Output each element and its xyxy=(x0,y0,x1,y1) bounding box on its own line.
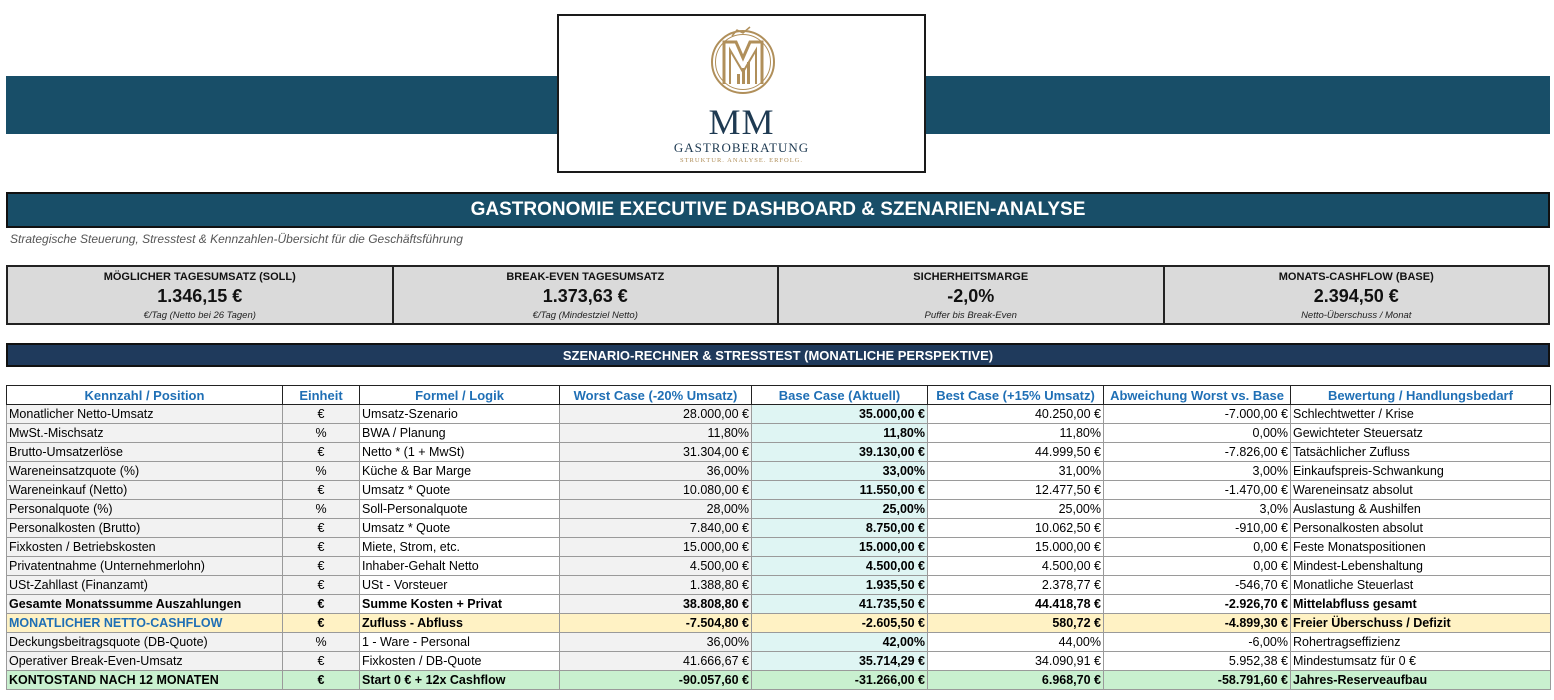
cell-einheit[interactable]: € xyxy=(283,652,360,671)
cell-bewertung[interactable]: Freier Überschuss / Defizit xyxy=(1291,614,1551,633)
cell-einheit[interactable]: € xyxy=(283,595,360,614)
cell-worst[interactable]: 10.080,00 € xyxy=(560,481,752,500)
column-header[interactable]: Worst Case (-20% Umsatz) xyxy=(560,386,752,405)
cell-abw[interactable]: 0,00 € xyxy=(1104,538,1291,557)
cell-einheit[interactable]: € xyxy=(283,671,360,690)
cell-einheit[interactable]: € xyxy=(283,557,360,576)
company-logo xyxy=(557,14,926,173)
cell-abw[interactable]: -6,00% xyxy=(1104,633,1291,652)
cell-abw[interactable]: 0,00 € xyxy=(1104,557,1291,576)
table-row xyxy=(7,671,1551,690)
kpi-summary-row xyxy=(6,265,1550,325)
cell-kennzahl[interactable]: MONATLICHER NETTO-CASHFLOW xyxy=(7,614,283,633)
cell-einheit[interactable]: % xyxy=(283,500,360,519)
cell-base[interactable]: 1.935,50 € xyxy=(752,576,928,595)
mm-monogram-icon xyxy=(710,22,776,102)
cell-kennzahl[interactable]: Wareneinkauf (Netto) xyxy=(7,481,283,500)
kpi-label: MONATS-CASHFLOW (BASE) xyxy=(1278,271,1434,283)
cell-best[interactable]: 11,80% xyxy=(928,424,1104,443)
cell-worst[interactable]: 7.840,00 € xyxy=(560,519,752,538)
kpi-value: -2,0% xyxy=(947,286,995,306)
table-row xyxy=(7,633,1551,652)
cell-worst[interactable]: 41.666,67 € xyxy=(560,652,752,671)
cell-worst[interactable]: 15.000,00 € xyxy=(560,538,752,557)
table-row xyxy=(7,595,1551,614)
cell-worst[interactable]: 28,00% xyxy=(560,500,752,519)
cell-best[interactable]: 10.062,50 € xyxy=(928,519,1104,538)
dashboard-title: GASTRONOMIE EXECUTIVE DASHBOARD & SZENARIEN-ANALYSE xyxy=(6,192,1550,228)
cell-kennzahl[interactable]: Brutto-Umsatzerlöse xyxy=(7,443,283,462)
table-row xyxy=(7,481,1551,500)
cell-bewertung[interactable]: Auslastung & Aushilfen xyxy=(1291,500,1551,519)
cell-einheit[interactable]: % xyxy=(283,424,360,443)
table-row xyxy=(7,424,1551,443)
cell-bewertung[interactable]: Monatliche Steuerlast xyxy=(1291,576,1551,595)
cell-bewertung[interactable]: Mittelabfluss gesamt xyxy=(1291,595,1551,614)
cell-bewertung[interactable]: Schlechtwetter / Krise xyxy=(1291,405,1551,424)
cell-abw[interactable]: -2.926,70 € xyxy=(1104,595,1291,614)
table-body xyxy=(7,405,1551,690)
cell-bewertung[interactable]: Jahres-Reserveaufbau xyxy=(1291,671,1551,690)
cell-best[interactable]: 34.090,91 € xyxy=(928,652,1104,671)
cell-base[interactable]: 41.735,50 € xyxy=(752,595,928,614)
cell-formel[interactable]: Zufluss - Abfluss xyxy=(360,614,560,633)
cell-base[interactable]: 33,00% xyxy=(752,462,928,481)
cell-kennzahl[interactable]: Wareneinsatzquote (%) xyxy=(7,462,283,481)
cell-formel[interactable]: 1 - Ware - Personal xyxy=(360,633,560,652)
cell-bewertung[interactable]: Tatsächlicher Zufluss xyxy=(1291,443,1551,462)
cell-einheit[interactable]: € xyxy=(283,614,360,633)
cell-base[interactable]: 35.714,29 € xyxy=(752,652,928,671)
cell-bewertung[interactable]: Gewichteter Steuersatz xyxy=(1291,424,1551,443)
cell-bewertung[interactable]: Rohertragseffizienz xyxy=(1291,633,1551,652)
table-row xyxy=(7,576,1551,595)
kpi-value: 2.394,50 € xyxy=(1313,286,1399,306)
cell-formel[interactable]: Küche & Bar Marge xyxy=(360,462,560,481)
cell-best[interactable]: 4.500,00 € xyxy=(928,557,1104,576)
cell-base[interactable]: -2.605,50 € xyxy=(752,614,928,633)
cell-base[interactable]: -31.266,00 € xyxy=(752,671,928,690)
logo-company-name: GASTROBERATUNG xyxy=(673,140,810,155)
cell-base[interactable]: 11.550,00 € xyxy=(752,481,928,500)
table-row xyxy=(7,519,1551,538)
cell-best[interactable]: 25,00% xyxy=(928,500,1104,519)
cell-formel[interactable]: Miete, Strom, etc. xyxy=(360,538,560,557)
table-row xyxy=(7,405,1551,424)
cell-kennzahl[interactable]: MwSt.-Mischsatz xyxy=(7,424,283,443)
cell-abw[interactable]: 3,00% xyxy=(1104,462,1291,481)
cell-einheit[interactable]: % xyxy=(283,633,360,652)
cell-base[interactable]: 39.130,00 € xyxy=(752,443,928,462)
cell-best[interactable]: 15.000,00 € xyxy=(928,538,1104,557)
cell-kennzahl[interactable]: Deckungsbeitragsquote (DB-Quote) xyxy=(7,633,283,652)
kpi-note: Puffer bis Break-Even xyxy=(924,310,1017,321)
cell-abw[interactable]: -58.791,60 € xyxy=(1104,671,1291,690)
cell-bewertung[interactable]: Feste Monatspositionen xyxy=(1291,538,1551,557)
cell-best[interactable]: 12.477,50 € xyxy=(928,481,1104,500)
kpi-note: €/Tag (Netto bei 26 Tagen) xyxy=(143,310,256,321)
cell-base[interactable]: 8.750,00 € xyxy=(752,519,928,538)
cell-kennzahl[interactable]: Operativer Break-Even-Umsatz xyxy=(7,652,283,671)
cell-worst[interactable]: 1.388,80 € xyxy=(560,576,752,595)
kpi-note: Netto-Überschuss / Monat xyxy=(1301,310,1412,321)
cell-best[interactable]: 44.999,50 € xyxy=(928,443,1104,462)
cell-base[interactable]: 42,00% xyxy=(752,633,928,652)
table-row xyxy=(7,500,1551,519)
cell-einheit[interactable]: € xyxy=(283,481,360,500)
cell-best[interactable]: 31,00% xyxy=(928,462,1104,481)
table-row xyxy=(7,614,1551,633)
cell-einheit[interactable]: € xyxy=(283,538,360,557)
cell-formel[interactable]: Inhaber-Gehalt Netto xyxy=(360,557,560,576)
cell-abw[interactable]: -546,70 € xyxy=(1104,576,1291,595)
kpi-value: 1.373,63 € xyxy=(542,286,628,306)
kpi-note: €/Tag (Mindestziel Netto) xyxy=(532,310,638,321)
cell-best[interactable]: 44,00% xyxy=(928,633,1104,652)
column-header[interactable]: Formel / Logik xyxy=(360,386,560,405)
table-row xyxy=(7,443,1551,462)
cell-best[interactable]: 6.968,70 € xyxy=(928,671,1104,690)
cell-einheit[interactable]: % xyxy=(283,462,360,481)
column-header[interactable]: Base Case (Aktuell) xyxy=(752,386,928,405)
dashboard-subtitle: Strategische Steuerung, Stresstest & Kennzahlen-Übersicht für die Geschäftsführung xyxy=(10,232,463,246)
cell-best[interactable]: 2.378,77 € xyxy=(928,576,1104,595)
cell-formel[interactable]: Start 0 € + 12x Cashflow xyxy=(360,671,560,690)
cell-bewertung[interactable]: Personalkosten absolut xyxy=(1291,519,1551,538)
cell-kennzahl[interactable]: Fixkosten / Betriebskosten xyxy=(7,538,283,557)
table-row xyxy=(7,462,1551,481)
cell-best[interactable]: 580,72 € xyxy=(928,614,1104,633)
kpi-label: MÖGLICHER TAGESUMSATZ (SOLL) xyxy=(103,271,296,283)
cell-base[interactable]: 25,00% xyxy=(752,500,928,519)
cell-formel[interactable]: USt - Vorsteuer xyxy=(360,576,560,595)
cell-best[interactable]: 40.250,00 € xyxy=(928,405,1104,424)
column-header[interactable]: Bewertung / Handlungsbedarf xyxy=(1291,386,1551,405)
column-header[interactable]: Kennzahl / Position xyxy=(7,386,283,405)
logo-monogram-text: MM xyxy=(708,102,775,142)
cell-worst[interactable]: 38.808,80 € xyxy=(560,595,752,614)
cell-bewertung[interactable]: Wareneinsatz absolut xyxy=(1291,481,1551,500)
cell-worst[interactable]: -7.504,80 € xyxy=(560,614,752,633)
cell-abw[interactable]: -7.000,00 € xyxy=(1104,405,1291,424)
cell-abw[interactable]: -910,00 € xyxy=(1104,519,1291,538)
cell-abw[interactable]: -7.826,00 € xyxy=(1104,443,1291,462)
cell-einheit[interactable]: € xyxy=(283,519,360,538)
cell-kennzahl[interactable]: Personalkosten (Brutto) xyxy=(7,519,283,538)
table-row xyxy=(7,538,1551,557)
cell-worst[interactable]: 36,00% xyxy=(560,633,752,652)
cell-base[interactable]: 15.000,00 € xyxy=(752,538,928,557)
cell-formel[interactable]: Netto * (1 + MwSt) xyxy=(360,443,560,462)
cell-worst[interactable]: 36,00% xyxy=(560,462,752,481)
kpi-value: 1.346,15 € xyxy=(157,286,243,306)
cell-formel[interactable]: Fixkosten / DB-Quote xyxy=(360,652,560,671)
cell-kennzahl[interactable]: Personalquote (%) xyxy=(7,500,283,519)
cell-formel[interactable]: Umsatz-Szenario xyxy=(360,405,560,424)
scenario-table xyxy=(6,385,1551,690)
cell-formel[interactable]: Umsatz * Quote xyxy=(360,481,560,500)
cell-einheit[interactable]: € xyxy=(283,443,360,462)
cell-best[interactable]: 44.418,78 € xyxy=(928,595,1104,614)
cell-formel[interactable]: Umsatz * Quote xyxy=(360,519,560,538)
cell-base[interactable]: 4.500,00 € xyxy=(752,557,928,576)
cell-worst[interactable]: 11,80% xyxy=(560,424,752,443)
column-header[interactable]: Einheit xyxy=(283,386,360,405)
table-row xyxy=(7,557,1551,576)
table-row xyxy=(7,652,1551,671)
cell-worst[interactable]: 31.304,00 € xyxy=(560,443,752,462)
cell-einheit[interactable]: € xyxy=(283,576,360,595)
cell-worst[interactable]: 4.500,00 € xyxy=(560,557,752,576)
kpi-card-tagesumsatz xyxy=(8,267,394,323)
cell-kennzahl[interactable]: Gesamte Monatssumme Auszahlungen xyxy=(7,595,283,614)
scenario-section-title: SZENARIO-RECHNER & STRESSTEST (MONATLICHE PERSPEKTIVE) xyxy=(6,343,1550,367)
cell-kennzahl[interactable]: Monatlicher Netto-Umsatz xyxy=(7,405,283,424)
cell-abw[interactable]: 3,0% xyxy=(1104,500,1291,519)
cell-kennzahl[interactable]: USt-Zahllast (Finanzamt) xyxy=(7,576,283,595)
cell-formel[interactable]: Soll-Personalquote xyxy=(360,500,560,519)
column-header[interactable]: Best Case (+15% Umsatz) xyxy=(928,386,1104,405)
cell-abw[interactable]: 5.952,38 € xyxy=(1104,652,1291,671)
cell-worst[interactable]: 28.000,00 € xyxy=(560,405,752,424)
kpi-label: BREAK-EVEN TAGESUMSATZ xyxy=(506,271,665,283)
cell-kennzahl[interactable]: Privatentnahme (Unternehmerlohn) xyxy=(7,557,283,576)
cell-einheit[interactable]: € xyxy=(283,405,360,424)
cell-bewertung[interactable]: Mindest-Lebenshaltung xyxy=(1291,557,1551,576)
cell-formel[interactable]: Summe Kosten + Privat xyxy=(360,595,560,614)
cell-abw[interactable]: -1.470,00 € xyxy=(1104,481,1291,500)
cell-base[interactable]: 35.000,00 € xyxy=(752,405,928,424)
cell-bewertung[interactable]: Mindestumsatz für 0 € xyxy=(1291,652,1551,671)
kpi-card-sicherheitsmarge xyxy=(779,267,1165,323)
cell-worst[interactable]: -90.057,60 € xyxy=(560,671,752,690)
kpi-card-cashflow xyxy=(1165,267,1549,323)
column-header[interactable]: Abweichung Worst vs. Base xyxy=(1104,386,1291,405)
table-header-row xyxy=(7,386,1551,405)
cell-formel[interactable]: BWA / Planung xyxy=(360,424,560,443)
cell-bewertung[interactable]: Einkaufspreis-Schwankung xyxy=(1291,462,1551,481)
cell-base[interactable]: 11,80% xyxy=(752,424,928,443)
kpi-card-break-even xyxy=(394,267,780,323)
logo-tagline: STRUKTUR. ANALYSE. ERFOLG. xyxy=(679,157,804,164)
cell-abw[interactable]: -4.899,30 € xyxy=(1104,614,1291,633)
cell-abw[interactable]: 0,00% xyxy=(1104,424,1291,443)
cell-kennzahl[interactable]: KONTOSTAND NACH 12 MONATEN xyxy=(7,671,283,690)
kpi-label: SICHERHEITSMARGE xyxy=(913,271,1029,283)
